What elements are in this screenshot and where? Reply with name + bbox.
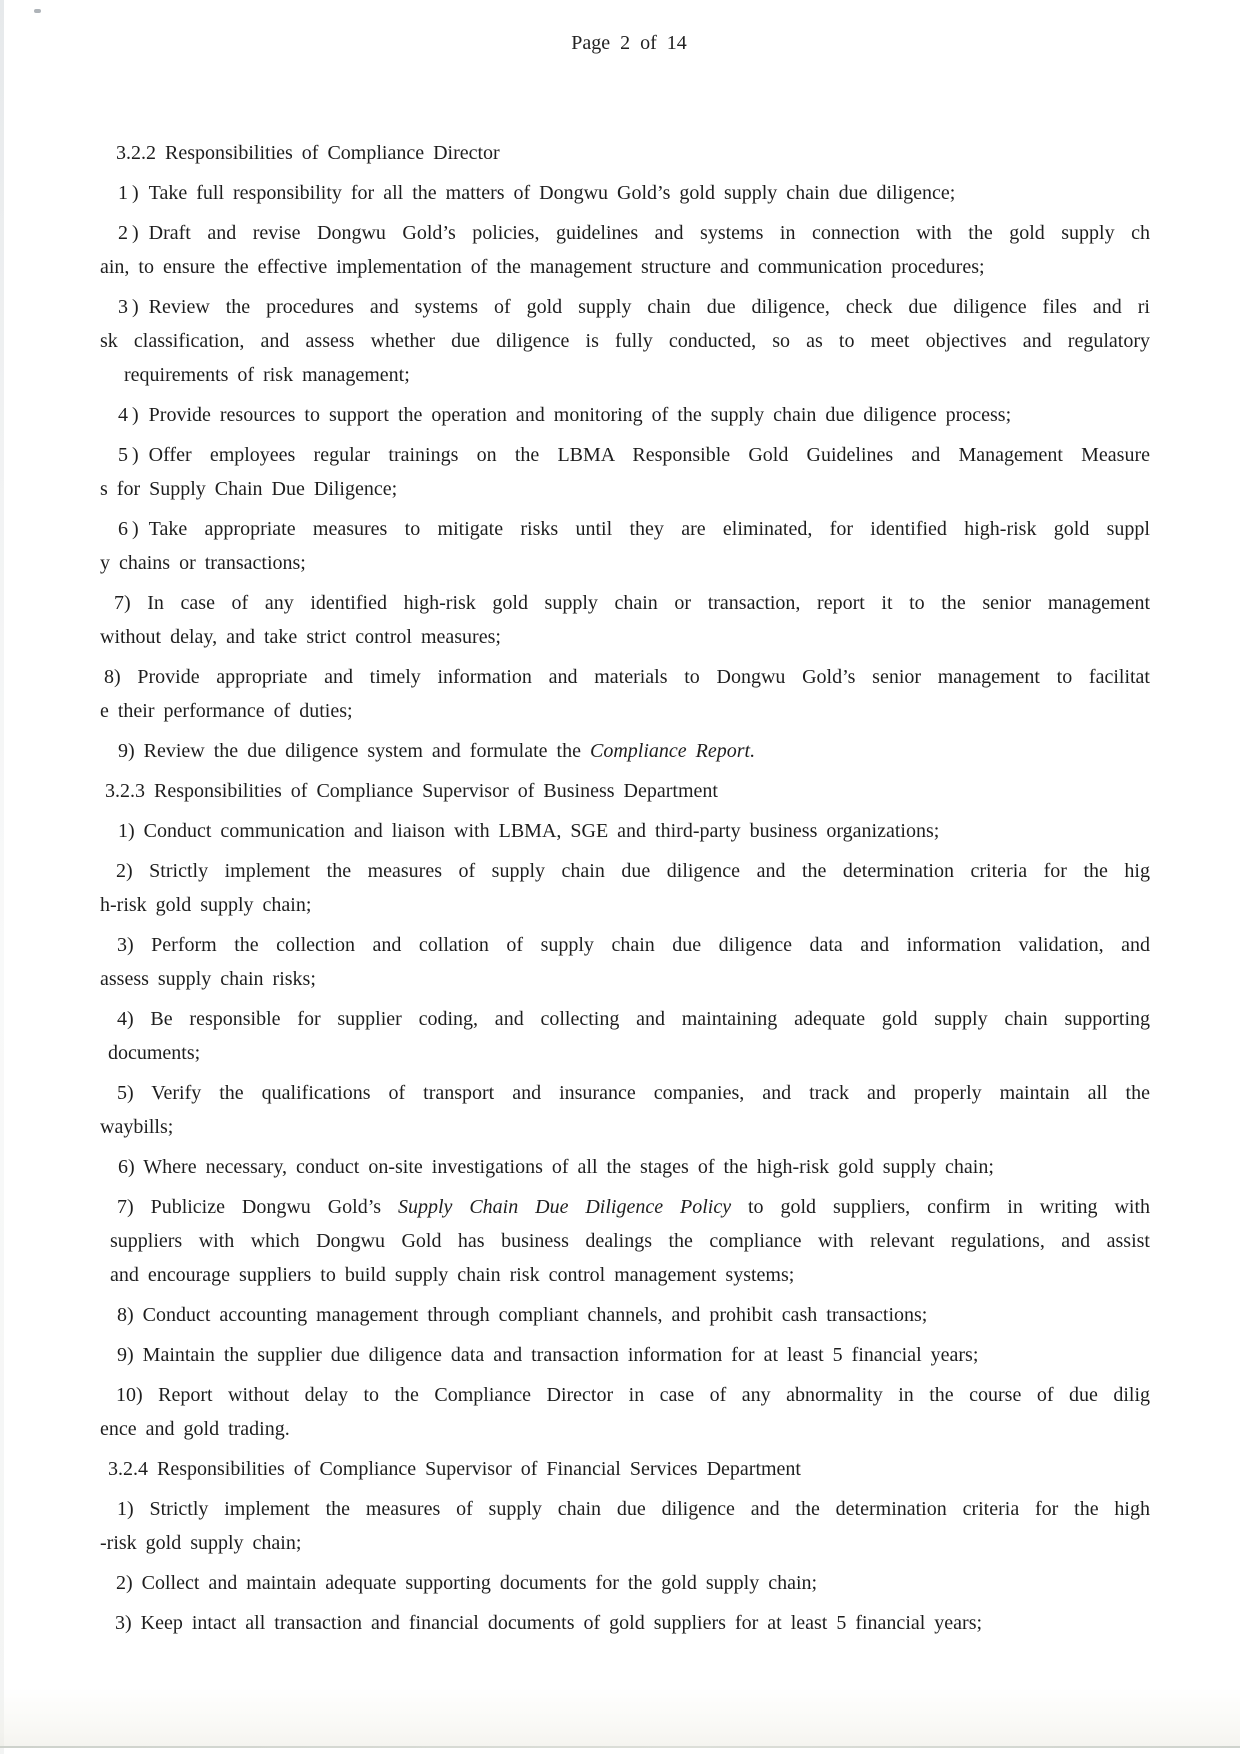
list-item [100,586,1150,654]
text-segment: -risk gold supply chain; [100,1532,302,1554]
text-line [100,472,1150,506]
text-segment: assess supply chain risks; [100,968,316,990]
italic-text: Supply Chain Due Diligence Policy [397,1196,732,1218]
page-footer [0,26,1240,60]
list-item [100,176,1150,210]
italic-text: Compliance Report. [589,740,756,762]
list-item [100,660,1150,728]
text-segment: 4 ) Provide resources to support the operation and monitoring of the supply chain due diligence process; [118,404,1012,426]
text-segment: 3.2.4 Responsibilities of Compliance Supervisor of Financial Services Department [108,1458,801,1480]
text-line [100,694,1150,728]
text-line [100,1036,1150,1070]
scan-speck-artifact [34,9,41,13]
text-segment: without delay, and take strict control measures; [100,626,501,648]
text-segment: 2 ) Draft and revise Dongwu Gold’s policies, guidelines and systems in connection with the gold supply ch [118,222,1150,244]
text-segment: s for Supply Chain Due Diligence; [100,478,398,500]
text-segment: 2) Strictly implement the measures of supply chain due diligence and the determination criteria for the hig [116,860,1150,882]
text-line [100,1492,1150,1526]
text-line [100,512,1150,546]
text-line [100,1258,1150,1292]
text-line [100,586,1150,620]
text-line [100,962,1150,996]
text-segment: ence and gold trading. [100,1418,290,1440]
text-segment: 5 ) Offer employees regular trainings on the LBMA Responsible Gold Guidelines and Management Measure [118,444,1150,466]
text-segment: y chains or transactions; [100,552,306,574]
text-segment: 6) Where necessary, conduct on-site investigations of all the stages of the high-risk gold supply chain; [118,1156,994,1178]
list-item [100,398,1150,432]
text-line [100,854,1150,888]
list-item [100,1190,1150,1292]
list-item [100,1150,1150,1184]
text-segment: h-risk gold supply chain; [100,894,312,916]
text-segment: e their performance of duties; [100,700,353,722]
text-line [100,1452,1150,1486]
list-item [100,1298,1150,1332]
text-segment: 10) Report without delay to the Compliance Director in case of any abnormality in the course of due dilig [116,1384,1150,1406]
section-heading [100,136,1150,170]
text-line [100,774,1150,808]
text-segment: 1) Conduct communication and liaison with LBMA, SGE and third-party business organizations; [118,820,940,842]
text-line [100,1190,1150,1224]
list-item [100,1492,1150,1560]
text-line [100,438,1150,472]
text-line [100,324,1150,358]
text-line [100,1298,1150,1332]
text-segment: 3 ) Review the procedures and systems of gold supply chain due diligence, check due diligence files and ri [118,296,1150,318]
text-segment: 7) In case of any identified high-risk gold supply chain or transaction, report it to the senior management [114,592,1150,614]
list-item [100,1338,1150,1372]
text-line [100,290,1150,324]
list-item [100,438,1150,506]
text-segment: suppliers with which Dongwu Gold has business dealings the compliance with relevant regulations, and assist [110,1230,1150,1252]
text-line [100,358,1150,392]
list-item [100,216,1150,284]
text-line [100,1002,1150,1036]
text-line [100,928,1150,962]
text-segment: ain, to ensure the effective implementation of the management structure and communication procedures; [100,256,985,278]
text-segment: documents; [108,1042,201,1064]
section-heading [100,774,1150,808]
page-number-text: Page 2 of 14 [571,32,687,54]
section-heading [100,1452,1150,1486]
list-item [100,1606,1150,1640]
text-segment: 9) Review the due diligence system and formulate the [118,740,590,762]
list-item [100,1566,1150,1600]
text-line [100,398,1150,432]
text-line [100,1338,1150,1372]
text-segment: 3) Keep intact all transaction and financial documents of gold suppliers for at least 5 financial years; [115,1612,983,1634]
list-item [100,854,1150,922]
text-segment: 8) Provide appropriate and timely information and materials to Dongwu Gold’s senior management to facilitat [104,666,1150,688]
text-line [100,176,1150,210]
list-item [100,1002,1150,1070]
text-line [100,1110,1150,1144]
text-line [100,734,1150,768]
list-item [100,734,1150,768]
text-segment: 3) Perform the collection and collation of supply chain due diligence data and information validation, and [117,934,1150,956]
text-segment: 2) Collect and maintain adequate supporting documents for the gold supply chain; [116,1572,818,1594]
text-line [100,1378,1150,1412]
document-body [100,136,1150,1646]
list-item [100,1076,1150,1144]
list-item [100,928,1150,996]
scan-bottom-shadow-artifact [0,1688,1240,1746]
text-line [100,660,1150,694]
list-item [100,512,1150,580]
scan-left-edge-artifact [0,0,4,1754]
text-line [100,546,1150,580]
text-segment: sk classification, and assess whether due diligence is fully conducted, so as to meet objectives and regulatory [100,330,1150,352]
text-line [100,1412,1150,1446]
text-segment: 4) Be responsible for supplier coding, and collecting and maintaining adequate gold supply chain supporting [117,1008,1150,1030]
text-segment: requirements of risk management; [124,364,410,386]
text-line [100,1566,1150,1600]
text-segment: 1 ) Take full responsibility for all the matters of Dongwu Gold’s gold supply chain due diligence; [118,182,956,204]
text-line [100,620,1150,654]
text-segment: 6 ) Take appropriate measures to mitigate risks until they are eliminated, for identified high-risk gold suppl [118,518,1150,540]
text-line [100,1150,1150,1184]
list-item [100,814,1150,848]
text-line [100,250,1150,284]
text-segment: 9) Maintain the supplier due diligence data and transaction information for at least 5 financial years; [117,1344,979,1366]
text-line [100,136,1150,170]
text-segment: 5) Verify the qualifications of transport and insurance companies, and track and properly maintain all the [117,1082,1150,1104]
scan-bottom-line-artifact [0,1746,1240,1748]
text-segment: 1) Strictly implement the measures of supply chain due diligence and the determination criteria for the high [117,1498,1150,1520]
text-line [100,1526,1150,1560]
text-segment: 3.2.3 Responsibilities of Compliance Supervisor of Business Department [105,780,718,802]
text-segment: 7) Publicize Dongwu Gold’s [117,1196,398,1218]
text-segment: waybills; [100,1116,174,1138]
list-item [100,290,1150,392]
text-line [100,216,1150,250]
text-segment: 3.2.2 Responsibilities of Compliance Director [116,142,500,164]
text-segment: to gold suppliers, confirm in writing with [731,1196,1151,1218]
text-line [100,888,1150,922]
text-line [100,1076,1150,1110]
text-line [100,1606,1150,1640]
list-item [100,1378,1150,1446]
text-segment: and encourage suppliers to build supply chain risk control management systems; [110,1264,795,1286]
text-line [100,1224,1150,1258]
text-line [100,814,1150,848]
text-segment: 8) Conduct accounting management through compliant channels, and prohibit cash transactions; [117,1304,928,1326]
